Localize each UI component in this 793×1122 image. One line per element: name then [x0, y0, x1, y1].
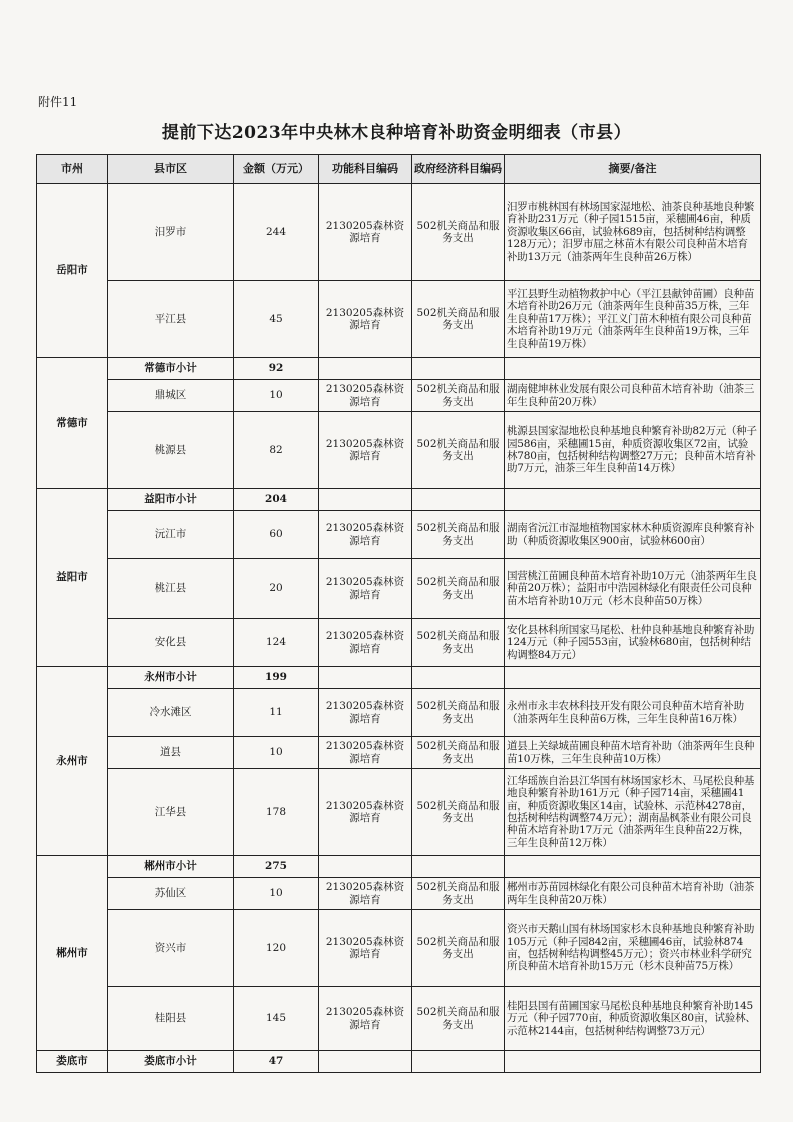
note-cell: 江华瑶族自治县江华国有林场国家杉木、马尾松良种基地良种繁育补助161万元（种子园714亩，采穗圃41亩，种质资源收集区14亩，试验林、示范林4278亩，包括树种结构调整74万元）；湖南晶枫茶业有限公司良种苗木培育补助17万元（油茶两年生良种苗22万株，三年生良种苗12万株）	[505, 769, 761, 856]
city-cell: 郴州市	[37, 856, 108, 1051]
subtotal-label: 郴州市小计	[108, 856, 234, 878]
note-cell: 湖南健坤林业发展有限公司良种苗木培育补助（油茶三年生良种苗20万株）	[505, 380, 761, 412]
subtotal-amount: 204	[234, 489, 319, 511]
amount-cell: 20	[234, 559, 319, 619]
table-row	[37, 511, 761, 559]
table-row	[37, 281, 761, 358]
func-code-cell: 2130205森林资源培育	[319, 737, 412, 769]
col-header-econ-code: 政府经济科目编码	[412, 155, 505, 184]
econ-code-cell: 502机关商品和服务支出	[412, 878, 505, 910]
amount-cell: 10	[234, 737, 319, 769]
city-cell: 永州市	[37, 667, 108, 856]
table-row	[37, 769, 761, 856]
note-cell: 湖南省沅江市湿地植物国家林木种质资源库良种繁育补助（种质资源收集区900亩，试验林600亩）	[505, 511, 761, 559]
table-row	[37, 987, 761, 1051]
table-row	[37, 559, 761, 619]
county-cell: 桂阳县	[108, 987, 234, 1051]
note-cell: 平江县野生动植物救护中心（平江县献钟苗圃）良种苗木培育补助26万元（油茶两年生良种苗35万株，三年生良种苗17万株）；平江义门苗木种植有限公司良种苗木培育补助19万元（油茶两年生良种苗19万株，三年生良种苗19万株）	[505, 281, 761, 358]
econ-code-cell: 502机关商品和服务支出	[412, 184, 505, 281]
note-cell: 永州市永丰农林科技开发有限公司良种苗木培育补助（油茶两年生良种苗6万株，三年生良种苗16万株）	[505, 689, 761, 737]
amount-cell: 45	[234, 281, 319, 358]
note-cell: 郴州市苏苗园林绿化有限公司良种苗木培育补助（油茶两年生良种苗20万株）	[505, 878, 761, 910]
func-code-cell: 2130205森林资源培育	[319, 878, 412, 910]
city-cell: 娄底市	[37, 1051, 108, 1073]
county-cell: 鼎城区	[108, 380, 234, 412]
func-code-cell: 2130205森林资源培育	[319, 380, 412, 412]
subtotal-amount: 199	[234, 667, 319, 689]
econ-code-cell: 502机关商品和服务支出	[412, 511, 505, 559]
note-cell: 桃源县国家湿地松良种基地良种繁育补助82万元（种子园586亩，采穗圃15亩，种质资源收集区72亩，试验林780亩，包括树种结构调整27万元；良种苗木培育补助7万元，油茶三年生良种苗14万株）	[505, 412, 761, 489]
county-cell: 桃江县	[108, 559, 234, 619]
subtotal-label: 娄底市小计	[108, 1051, 234, 1073]
func-code-cell: 2130205森林资源培育	[319, 689, 412, 737]
amount-cell: 178	[234, 769, 319, 856]
econ-code-cell: 502机关商品和服务支出	[412, 380, 505, 412]
note-cell: 国营桃江苗圃良种苗木培育补助10万元（油茶两年生良种苗20万株）；益阳市中浩园林绿化有限责任公司良种苗木培育补助10万元（杉木良种苗50万株）	[505, 559, 761, 619]
col-header-amount: 金额（万元）	[234, 155, 319, 184]
func-code-cell: 2130205森林资源培育	[319, 559, 412, 619]
econ-code-cell: 502机关商品和服务支出	[412, 689, 505, 737]
econ-code-cell: 502机关商品和服务支出	[412, 769, 505, 856]
table-row	[37, 184, 761, 281]
table-row	[37, 910, 761, 987]
col-header-city: 市州	[37, 155, 108, 184]
econ-code-cell: 502机关商品和服务支出	[412, 910, 505, 987]
econ-code-cell: 502机关商品和服务支出	[412, 619, 505, 667]
note-cell: 安化县林科所国家马尾松、杜仲良种基地良种繁育补助124万元（种子园553亩，试验林680亩，包括树种结构调整84万元）	[505, 619, 761, 667]
econ-code-cell: 502机关商品和服务支出	[412, 559, 505, 619]
amount-cell: 120	[234, 910, 319, 987]
table-row	[37, 619, 761, 667]
note-cell: 桂阳县国有苗圃国家马尾松良种基地良种繁育补助145万元（种子园770亩，种质资源收集区80亩，试验林、示范林2144亩，包括树种结构调整73万元）	[505, 987, 761, 1051]
col-header-note: 摘要/备注	[505, 155, 761, 184]
subtotal-row	[37, 489, 761, 511]
table-row	[37, 737, 761, 769]
subtotal-amount: 275	[234, 856, 319, 878]
subtotal-label: 常德市小计	[108, 358, 234, 380]
city-cell: 岳阳市	[37, 184, 108, 358]
county-cell: 安化县	[108, 619, 234, 667]
subtotal-row	[37, 358, 761, 380]
amount-cell: 10	[234, 380, 319, 412]
table-row	[37, 689, 761, 737]
county-cell: 沅江市	[108, 511, 234, 559]
county-cell: 道县	[108, 737, 234, 769]
table-header-row	[37, 155, 761, 184]
func-code-cell: 2130205森林资源培育	[319, 281, 412, 358]
amount-cell: 145	[234, 987, 319, 1051]
table-row	[37, 878, 761, 910]
county-cell: 资兴市	[108, 910, 234, 987]
subtotal-row	[37, 1051, 761, 1073]
attachment-label: 附件11	[38, 95, 78, 109]
funding-table	[36, 154, 761, 1073]
subtotal-label: 益阳市小计	[108, 489, 234, 511]
func-code-cell: 2130205森林资源培育	[319, 910, 412, 987]
econ-code-cell: 502机关商品和服务支出	[412, 987, 505, 1051]
note-cell: 资兴市天鹅山国有林场国家杉木良种基地良种繁育补助105万元（种子园842亩，采穗圃46亩，试验林874亩，包括树种结构调整45万元）；资兴市林业科学研究所良种苗木培育补助15万元（杉木良种苗75万株）	[505, 910, 761, 987]
func-code-cell: 2130205森林资源培育	[319, 184, 412, 281]
subtotal-amount: 92	[234, 358, 319, 380]
county-cell: 汨罗市	[108, 184, 234, 281]
county-cell: 苏仙区	[108, 878, 234, 910]
func-code-cell: 2130205森林资源培育	[319, 412, 412, 489]
county-cell: 桃源县	[108, 412, 234, 489]
county-cell: 平江县	[108, 281, 234, 358]
func-code-cell: 2130205森林资源培育	[319, 619, 412, 667]
amount-cell: 60	[234, 511, 319, 559]
econ-code-cell: 502机关商品和服务支出	[412, 737, 505, 769]
amount-cell: 124	[234, 619, 319, 667]
table-row	[37, 380, 761, 412]
page-title: 提前下达2023年中央林木良种培育补助资金明细表（市县）	[161, 123, 632, 143]
county-cell: 江华县	[108, 769, 234, 856]
city-cell: 常德市	[37, 358, 108, 489]
city-cell: 益阳市	[37, 489, 108, 667]
econ-code-cell: 502机关商品和服务支出	[412, 412, 505, 489]
econ-code-cell: 502机关商品和服务支出	[412, 281, 505, 358]
amount-cell: 11	[234, 689, 319, 737]
amount-cell: 244	[234, 184, 319, 281]
col-header-func-code: 功能科目编码	[319, 155, 412, 184]
table-row	[37, 412, 761, 489]
func-code-cell: 2130205森林资源培育	[319, 987, 412, 1051]
func-code-cell: 2130205森林资源培育	[319, 511, 412, 559]
amount-cell: 82	[234, 412, 319, 489]
subtotal-row	[37, 856, 761, 878]
subtotal-amount: 47	[234, 1051, 319, 1073]
subtotal-row	[37, 667, 761, 689]
func-code-cell: 2130205森林资源培育	[319, 769, 412, 856]
note-cell: 汨罗市桃林国有林场国家湿地松、油茶良种基地良种繁育补助231万元（种子园1515亩，采穗圃46亩，种质资源收集区66亩，试验林689亩，包括树种结构调整128万元）；汨罗市屈之林苗木有限公司良种苗木培育补助13万元（油茶两年生良种苗26万株）	[505, 184, 761, 281]
note-cell: 道县上关绿城苗圃良种苗木培育补助（油茶两年生良种苗10万株，三年生良种苗10万株）	[505, 737, 761, 769]
amount-cell: 10	[234, 878, 319, 910]
county-cell: 冷水滩区	[108, 689, 234, 737]
subtotal-label: 永州市小计	[108, 667, 234, 689]
col-header-county: 县市区	[108, 155, 234, 184]
